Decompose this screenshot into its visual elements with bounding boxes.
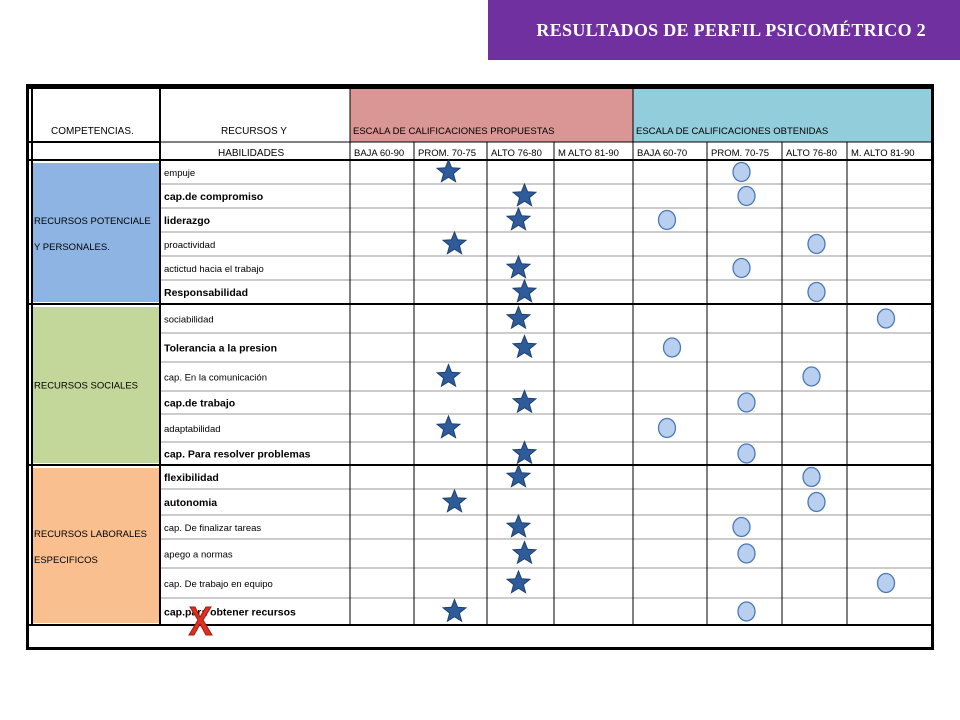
circle-icon — [808, 235, 825, 254]
obtenidas-header: ESCALA DE CALIFICACIONES OBTENIDAS — [636, 126, 829, 137]
star-icon — [513, 442, 536, 464]
star-icon — [507, 256, 530, 278]
group-label: RECURSOS POTENCIALE — [34, 216, 151, 227]
star-icon — [513, 184, 536, 206]
group-label: Y PERSONALES. — [34, 242, 110, 253]
row-label: flexibilidad — [164, 472, 219, 484]
row-label: cap.para obtener recursos — [164, 606, 296, 619]
circle-icon — [878, 309, 895, 328]
title-banner — [488, 0, 960, 60]
scale-col-header: BAJA 60-90 — [354, 148, 405, 159]
row-label: empuje — [164, 168, 196, 179]
star-icon — [513, 336, 536, 358]
circle-icon — [733, 163, 750, 182]
circle-icon — [659, 211, 676, 230]
star-icon — [443, 232, 466, 254]
scale-col-header: ALTO 76-80 — [786, 148, 837, 159]
scale-col-header: M ALTO 81-90 — [558, 148, 619, 159]
row-label: apego a normas — [164, 549, 233, 561]
group-label: ESPECIFICOS — [34, 555, 98, 566]
circle-icon — [803, 367, 820, 386]
circle-icon — [659, 419, 676, 438]
row-label: autonomia — [164, 497, 218, 509]
star-icon — [443, 600, 466, 622]
scale-col-header: BAJA 60-70 — [637, 148, 688, 159]
star-icon — [507, 208, 530, 230]
circle-icon — [803, 468, 820, 487]
star-icon — [507, 571, 530, 593]
row-label: proactividad — [164, 240, 216, 251]
row-label: adaptabilidad — [164, 424, 221, 435]
circle-icon — [738, 544, 755, 563]
propuestas-header: ESCALA DE CALIFICACIONES PROPUESTAS — [353, 126, 555, 137]
star-icon — [507, 515, 530, 537]
row-label: cap. De finalizar tareas — [164, 523, 262, 534]
star-icon — [507, 307, 530, 329]
row-label: Responsabilidad — [164, 287, 249, 299]
scale-col-header: ALTO 76-80 — [491, 148, 542, 159]
row-label: liderazgo — [164, 215, 211, 227]
circle-icon — [808, 283, 825, 302]
star-icon — [443, 490, 466, 512]
recursos-header: RECURSOS Y — [221, 126, 287, 137]
star-icon — [437, 365, 460, 387]
x-mark-icon — [185, 604, 215, 638]
group-label: RECURSOS SOCIALES — [34, 380, 138, 392]
row-label: cap.de trabajo — [164, 397, 236, 410]
competencias-header: COMPETENCIAS. — [51, 126, 134, 137]
star-icon — [513, 391, 536, 413]
row-label: cap. De trabajo en equipo — [164, 579, 273, 590]
star-icon — [513, 280, 536, 302]
group-cell — [32, 163, 159, 302]
circle-icon — [738, 444, 755, 463]
row-label: actictud hacia el trabajo — [164, 264, 264, 275]
habilidades-header: HABILIDADES — [218, 148, 285, 159]
group-label: RECURSOS LABORALES — [34, 529, 147, 540]
row-label: cap. En la comunicación — [164, 372, 267, 384]
page-title: RESULTADOS DE PERFIL PSICOMÉTRICO 2 — [536, 20, 926, 40]
circle-icon — [878, 574, 895, 593]
star-icon — [507, 465, 530, 487]
scale-col-header: PROM. 70-75 — [418, 148, 477, 159]
circle-icon — [808, 493, 825, 512]
star-icon — [513, 542, 536, 564]
scale-col-header: M. ALTO 81-90 — [851, 148, 915, 159]
row-label: cap. Para resolver problemas — [164, 448, 311, 461]
psychometric-table — [29, 87, 931, 647]
star-icon — [437, 160, 460, 182]
row-label: cap.de compromiso — [164, 191, 264, 203]
circle-icon — [738, 602, 755, 621]
group-cell — [32, 468, 159, 623]
scale-col-header: PROM. 70-75 — [711, 148, 770, 159]
circle-icon — [738, 187, 755, 206]
circle-icon — [733, 518, 750, 537]
circle-icon — [738, 393, 755, 412]
circle-icon — [664, 338, 681, 357]
row-label: sociabilidad — [164, 314, 214, 326]
star-icon — [437, 416, 460, 438]
circle-icon — [733, 259, 750, 278]
row-label: Tolerancia a la presion — [164, 342, 278, 355]
